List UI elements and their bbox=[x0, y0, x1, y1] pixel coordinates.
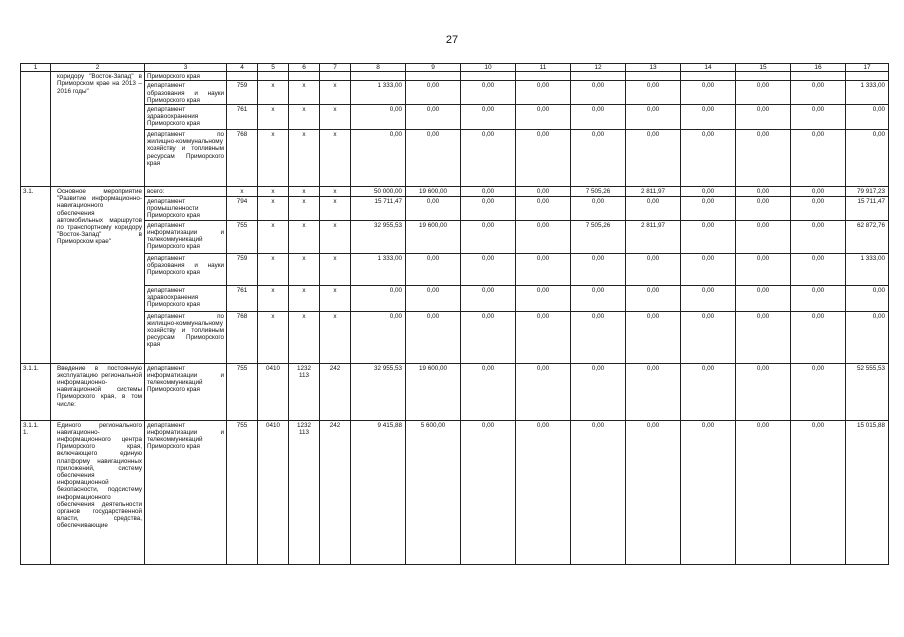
code-cell: 761 bbox=[227, 105, 258, 130]
code-cell bbox=[320, 72, 351, 81]
code-cell: 755 bbox=[227, 220, 258, 253]
amount-cell: 62 872,76 bbox=[846, 220, 889, 253]
amount-cell: 0,00 bbox=[791, 187, 846, 197]
table-row bbox=[21, 72, 889, 81]
code-cell: х bbox=[289, 130, 320, 187]
amount-cell: 0,00 bbox=[626, 130, 681, 187]
amount-cell: 7 505,26 bbox=[571, 220, 626, 253]
executor-cell: всего: bbox=[145, 187, 227, 197]
amount-cell: 0,00 bbox=[351, 105, 406, 130]
amount-cell: 0,00 bbox=[461, 285, 516, 311]
amount-cell: 0,00 bbox=[571, 311, 626, 363]
amount-cell: 0,00 bbox=[406, 105, 461, 130]
code-cell: 1232 113 bbox=[289, 420, 320, 564]
item-name: Основное мероприятие "Развитие информационно-навигационного обеспечения автомобильных маршрутов по транспортному коридору "Восток-Запад" в Приморском крае" bbox=[51, 187, 145, 364]
executor-cell: департамент образования и науки Приморского края bbox=[145, 81, 227, 105]
amount-cell: 0,00 bbox=[571, 81, 626, 105]
executor-cell: департамент информатизации и телекоммуникаций Приморского края bbox=[145, 363, 227, 420]
item-name: Единого регионального навигационно-информационного центра Приморского края, включающего единую платформу навигационных приложений, систему обеспечения информационной безопасности, подсистему информационного обеспечения деятельности органов государственной власти, средства, обеспечивающие bbox=[51, 420, 145, 564]
amount-cell: 0,00 bbox=[681, 420, 736, 564]
code-cell: 755 bbox=[227, 420, 258, 564]
amount-cell: 0,00 bbox=[736, 311, 791, 363]
amount-cell: 0,00 bbox=[736, 81, 791, 105]
amount-cell: 0,00 bbox=[461, 197, 516, 221]
amount-cell: 0,00 bbox=[571, 130, 626, 187]
amount-cell: 1 333,00 bbox=[846, 81, 889, 105]
amount-cell: 0,00 bbox=[461, 311, 516, 363]
code-cell: 768 bbox=[227, 311, 258, 363]
amount-cell: 0,00 bbox=[791, 363, 846, 420]
amount-cell: 0,00 bbox=[516, 285, 571, 311]
code-cell: х bbox=[289, 253, 320, 285]
amount-cell bbox=[681, 72, 736, 81]
amount-cell: 0,00 bbox=[626, 311, 681, 363]
column-header: 6 bbox=[289, 64, 320, 72]
code-cell: х bbox=[320, 130, 351, 187]
code-cell: х bbox=[289, 187, 320, 197]
amount-cell: 0,00 bbox=[516, 220, 571, 253]
item-number: 3.1.1. bbox=[21, 363, 51, 420]
amount-cell: 0,00 bbox=[571, 285, 626, 311]
code-cell: 1232 113 bbox=[289, 363, 320, 420]
code-cell: х bbox=[258, 197, 289, 221]
code-cell: х bbox=[289, 311, 320, 363]
code-cell: х bbox=[289, 220, 320, 253]
amount-cell: 5 600,00 bbox=[406, 420, 461, 564]
column-header: 14 bbox=[681, 64, 736, 72]
amount-cell: 0,00 bbox=[351, 311, 406, 363]
amount-cell: 0,00 bbox=[351, 285, 406, 311]
amount-cell: 0,00 bbox=[516, 363, 571, 420]
code-cell: 761 bbox=[227, 285, 258, 311]
amount-cell: 0,00 bbox=[846, 285, 889, 311]
item-number: 3.1.1. 1. bbox=[21, 420, 51, 564]
amount-cell: 0,00 bbox=[791, 220, 846, 253]
code-cell: х bbox=[320, 187, 351, 197]
code-cell: 768 bbox=[227, 130, 258, 187]
code-cell: х bbox=[320, 253, 351, 285]
amount-cell: 52 555,53 bbox=[846, 363, 889, 420]
amount-cell: 19 600,00 bbox=[406, 363, 461, 420]
amount-cell: 9 415,88 bbox=[351, 420, 406, 564]
table-row bbox=[21, 363, 889, 420]
amount-cell: 0,00 bbox=[846, 311, 889, 363]
amount-cell: 0,00 bbox=[626, 285, 681, 311]
amount-cell: 0,00 bbox=[516, 253, 571, 285]
amount-cell: 0,00 bbox=[736, 420, 791, 564]
executor-cell: департамент информатизации и телекоммуникаций Приморского края bbox=[145, 420, 227, 564]
code-cell: 759 bbox=[227, 81, 258, 105]
column-header: 15 bbox=[736, 64, 791, 72]
amount-cell: 0,00 bbox=[406, 81, 461, 105]
table-row bbox=[21, 187, 889, 197]
executor-cell: департамент образования и науки Приморского края bbox=[145, 253, 227, 285]
code-cell: х bbox=[258, 220, 289, 253]
page-number: 27 bbox=[445, 34, 459, 46]
amount-cell: 0,00 bbox=[406, 130, 461, 187]
executor-cell: департамент здравоохранения Приморского края bbox=[145, 105, 227, 130]
item-number bbox=[21, 72, 51, 187]
amount-cell: 0,00 bbox=[461, 130, 516, 187]
column-header: 1 bbox=[21, 64, 51, 72]
amount-cell: 0,00 bbox=[791, 420, 846, 564]
column-header: 8 bbox=[351, 64, 406, 72]
amount-cell: 0,00 bbox=[461, 81, 516, 105]
code-cell: х bbox=[320, 197, 351, 221]
amount-cell: 0,00 bbox=[571, 197, 626, 221]
item-name: коридору "Восток-Запад" в Приморском крае на 2013 – 2016 годы" bbox=[51, 72, 145, 187]
amount-cell bbox=[791, 72, 846, 81]
code-cell: 759 bbox=[227, 253, 258, 285]
amount-cell: 0,00 bbox=[406, 311, 461, 363]
code-cell: х bbox=[258, 311, 289, 363]
code-cell: х bbox=[320, 285, 351, 311]
amount-cell: 0,00 bbox=[626, 420, 681, 564]
code-cell: х bbox=[320, 81, 351, 105]
table-row bbox=[21, 420, 889, 564]
code-cell: х bbox=[258, 81, 289, 105]
column-header: 3 bbox=[145, 64, 227, 72]
code-cell: х bbox=[289, 81, 320, 105]
amount-cell: 1 333,00 bbox=[351, 81, 406, 105]
amount-cell: 0,00 bbox=[736, 130, 791, 187]
amount-cell bbox=[516, 72, 571, 81]
amount-cell: 15 711,47 bbox=[351, 197, 406, 221]
code-cell bbox=[289, 72, 320, 81]
amount-cell: 0,00 bbox=[791, 253, 846, 285]
column-header: 10 bbox=[461, 64, 516, 72]
table-row bbox=[21, 81, 889, 105]
amount-cell: 0,00 bbox=[516, 187, 571, 197]
amount-cell bbox=[736, 72, 791, 81]
code-cell: х bbox=[258, 285, 289, 311]
amount-cell: 0,00 bbox=[461, 187, 516, 197]
table-row bbox=[21, 105, 889, 130]
amount-cell: 0,00 bbox=[736, 285, 791, 311]
amount-cell: 0,00 bbox=[681, 220, 736, 253]
column-header: 13 bbox=[626, 64, 681, 72]
amount-cell: 2 811,97 bbox=[626, 220, 681, 253]
amount-cell: 32 955,53 bbox=[351, 363, 406, 420]
code-cell: х bbox=[320, 220, 351, 253]
amount-cell: 19 600,00 bbox=[406, 220, 461, 253]
amount-cell: 0,00 bbox=[681, 197, 736, 221]
amount-cell: 0,00 bbox=[736, 187, 791, 197]
amount-cell: 0,00 bbox=[736, 197, 791, 221]
amount-cell: 0,00 bbox=[571, 420, 626, 564]
amount-cell: 0,00 bbox=[626, 253, 681, 285]
code-cell: 0410 bbox=[258, 420, 289, 564]
executor-cell: департамент информатизации и телекоммуникаций Приморского края bbox=[145, 220, 227, 253]
amount-cell: 0,00 bbox=[406, 197, 461, 221]
table-row bbox=[21, 130, 889, 187]
amount-cell: 0,00 bbox=[516, 420, 571, 564]
column-header: 9 bbox=[406, 64, 461, 72]
amount-cell: 0,00 bbox=[516, 130, 571, 187]
amount-cell: 0,00 bbox=[791, 197, 846, 221]
item-number: 3.1. bbox=[21, 187, 51, 364]
amount-cell bbox=[846, 72, 889, 81]
column-header: 16 bbox=[791, 64, 846, 72]
amount-cell: 15 711,47 bbox=[846, 197, 889, 221]
amount-cell: 0,00 bbox=[681, 285, 736, 311]
amount-cell bbox=[461, 72, 516, 81]
amount-cell bbox=[406, 72, 461, 81]
amount-cell: 15 015,88 bbox=[846, 420, 889, 564]
amount-cell: 0,00 bbox=[626, 197, 681, 221]
code-cell: 242 bbox=[320, 420, 351, 564]
amount-cell: 0,00 bbox=[571, 363, 626, 420]
table-row bbox=[21, 285, 889, 311]
amount-cell: 0,00 bbox=[681, 311, 736, 363]
amount-cell: 0,00 bbox=[516, 197, 571, 221]
amount-cell bbox=[626, 72, 681, 81]
amount-cell: 0,00 bbox=[571, 253, 626, 285]
amount-cell: 0,00 bbox=[791, 285, 846, 311]
code-cell: х bbox=[258, 187, 289, 197]
column-header: 2 bbox=[51, 64, 145, 72]
code-cell: х bbox=[320, 311, 351, 363]
amount-cell: 0,00 bbox=[681, 253, 736, 285]
amount-cell: 0,00 bbox=[791, 105, 846, 130]
amount-cell: 0,00 bbox=[736, 363, 791, 420]
header-row bbox=[21, 64, 889, 72]
table-row bbox=[21, 197, 889, 221]
code-cell: х bbox=[289, 285, 320, 311]
table-row bbox=[21, 311, 889, 363]
table-row bbox=[21, 253, 889, 285]
amount-cell: 0,00 bbox=[461, 105, 516, 130]
amount-cell: 19 600,00 bbox=[406, 187, 461, 197]
amount-cell: 0,00 bbox=[516, 105, 571, 130]
budget-table bbox=[20, 63, 889, 565]
code-cell: 0410 bbox=[258, 363, 289, 420]
column-header: 12 bbox=[571, 64, 626, 72]
amount-cell: 0,00 bbox=[846, 105, 889, 130]
amount-cell bbox=[571, 72, 626, 81]
amount-cell bbox=[351, 72, 406, 81]
column-header: 4 bbox=[227, 64, 258, 72]
item-name: Введение в постоянную эксплуатацию региональной информационно-навигационной системы Приморского края, в том числе: bbox=[51, 363, 145, 420]
amount-cell: 2 811,97 bbox=[626, 187, 681, 197]
code-cell: х bbox=[258, 130, 289, 187]
amount-cell: 0,00 bbox=[516, 311, 571, 363]
code-cell: х bbox=[289, 197, 320, 221]
code-cell: х bbox=[258, 105, 289, 130]
column-header: 7 bbox=[320, 64, 351, 72]
code-cell: х bbox=[227, 187, 258, 197]
amount-cell: 0,00 bbox=[461, 253, 516, 285]
amount-cell: 0,00 bbox=[626, 363, 681, 420]
executor-cell: департамент по жилищно-коммунальному хозяйству и топливным ресурсам Приморского края bbox=[145, 311, 227, 363]
executor-cell: департамент здравоохранения Приморского края bbox=[145, 285, 227, 311]
code-cell bbox=[258, 72, 289, 81]
amount-cell: 0,00 bbox=[461, 420, 516, 564]
amount-cell: 0,00 bbox=[681, 363, 736, 420]
amount-cell: 0,00 bbox=[736, 253, 791, 285]
column-header: 17 bbox=[846, 64, 889, 72]
amount-cell: 0,00 bbox=[626, 105, 681, 130]
amount-cell: 0,00 bbox=[461, 363, 516, 420]
amount-cell: 32 955,53 bbox=[351, 220, 406, 253]
amount-cell: 0,00 bbox=[351, 130, 406, 187]
amount-cell: 50 000,00 bbox=[351, 187, 406, 197]
column-header: 11 bbox=[516, 64, 571, 72]
executor-cell: департамент по жилищно-коммунальному хозяйству и топливным ресурсам Приморского края bbox=[145, 130, 227, 187]
code-cell: 755 bbox=[227, 363, 258, 420]
code-cell: х bbox=[258, 253, 289, 285]
amount-cell: 1 333,00 bbox=[846, 253, 889, 285]
amount-cell: 0,00 bbox=[461, 220, 516, 253]
amount-cell: 0,00 bbox=[846, 130, 889, 187]
column-header: 5 bbox=[258, 64, 289, 72]
amount-cell: 0,00 bbox=[571, 105, 626, 130]
amount-cell: 0,00 bbox=[516, 81, 571, 105]
amount-cell: 0,00 bbox=[791, 130, 846, 187]
code-cell: х bbox=[289, 105, 320, 130]
amount-cell: 0,00 bbox=[791, 81, 846, 105]
amount-cell: 0,00 bbox=[626, 81, 681, 105]
executor-cell: Приморского края bbox=[145, 72, 227, 81]
code-cell: 794 bbox=[227, 197, 258, 221]
amount-cell: 0,00 bbox=[681, 105, 736, 130]
amount-cell: 7 505,26 bbox=[571, 187, 626, 197]
amount-cell: 0,00 bbox=[681, 81, 736, 105]
amount-cell: 1 333,00 bbox=[351, 253, 406, 285]
amount-cell: 0,00 bbox=[736, 220, 791, 253]
amount-cell: 0,00 bbox=[791, 311, 846, 363]
amount-cell: 0,00 bbox=[736, 105, 791, 130]
table-row bbox=[21, 220, 889, 253]
amount-cell: 0,00 bbox=[406, 253, 461, 285]
code-cell bbox=[227, 72, 258, 81]
amount-cell: 79 917,23 bbox=[846, 187, 889, 197]
amount-cell: 0,00 bbox=[406, 285, 461, 311]
amount-cell: 0,00 bbox=[681, 187, 736, 197]
amount-cell: 0,00 bbox=[681, 130, 736, 187]
code-cell: 242 bbox=[320, 363, 351, 420]
executor-cell: департамент промышленности Приморского края bbox=[145, 197, 227, 221]
code-cell: х bbox=[320, 105, 351, 130]
